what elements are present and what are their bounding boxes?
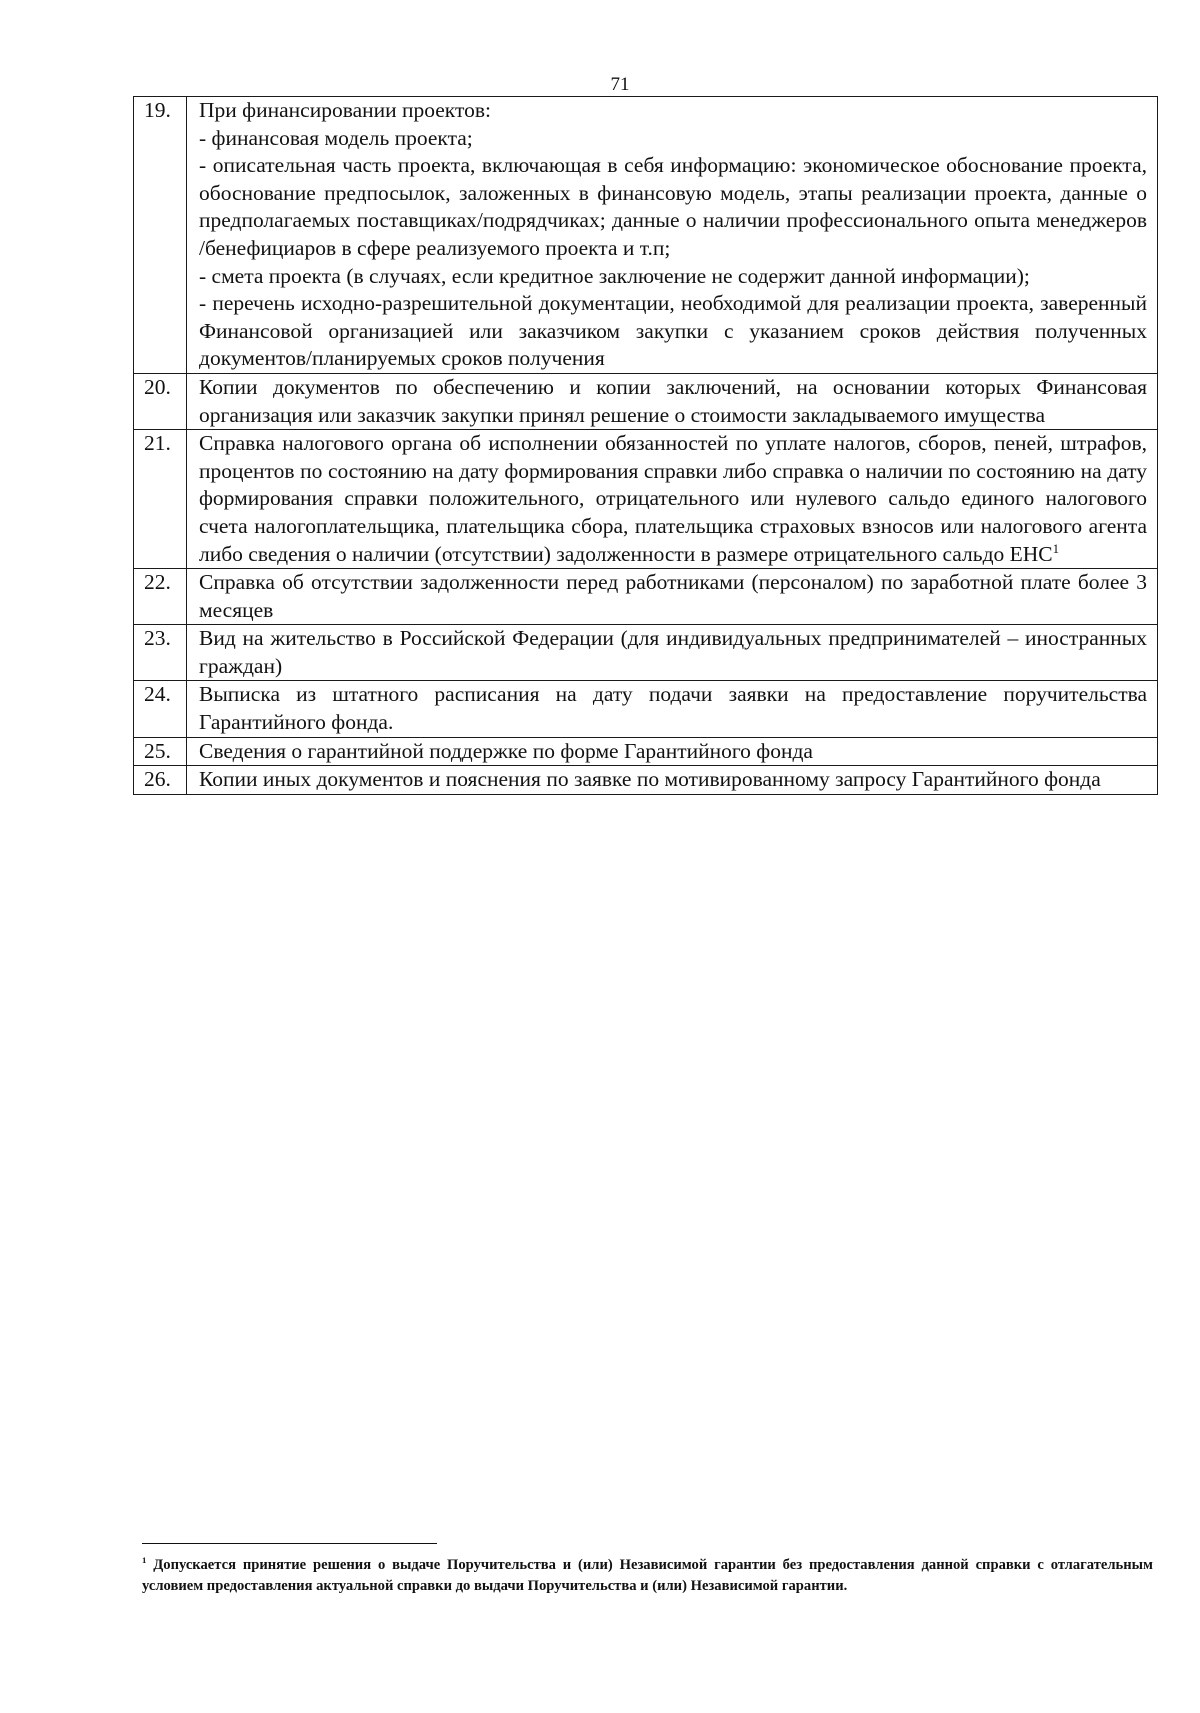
row-paragraph: - описательная часть проекта, включающая в себя информацию: экономическое обоснование проекта, обоснование предпосылок, заложенных в финансовую модель, этапы реализации проекта, данные о предполагаемых поставщиках/подрядчиках; данные о наличии профессионального опыта менеджеров /бенефициаров в сфере реализуемого проекта и т.п; [199, 153, 1147, 260]
table-row [134, 97, 1158, 374]
row-content [187, 430, 1158, 569]
row-number: 21. [134, 430, 187, 569]
table-row [134, 625, 1158, 681]
row-content [187, 569, 1158, 625]
row-number: 19. [134, 97, 187, 374]
row-paragraph: - финансовая модель проекта; [199, 125, 473, 150]
footnote [142, 1555, 1153, 1597]
footnote-text: Допускается принятие решения о выдаче Поручительства и (или) Независимой гарантии без предоставления данной справки с отлагательным условием предоставления актуальной справки до выдачи Поручительства и (или) Независимой гарантии. [142, 1557, 1153, 1594]
row-content [187, 681, 1158, 737]
row-paragraph: - смета проекта (в случаях, если кредитное заключение не содержит данной информации); [199, 263, 1030, 288]
footnote-ref: 1 [1052, 541, 1060, 556]
documents-table [133, 96, 1158, 795]
row-paragraph: - перечень исходно-разрешительной документации, необходимой для реализации проекта, заверенный Финансовой организацией или заказчиком закупки с указанием сроков действия полученных документов/планируемых сроков получения [199, 291, 1147, 371]
table-row [134, 430, 1158, 569]
row-text: Справка налогового органа об исполнении обязанностей по уплате налогов, сборов, пеней, штрафов, процентов по состоянию на дату формирования справки либо справка о наличии по состоянию на дату формирования справки положительного, отрицательного или нулевого сальдо единого налогового счета налогоплательщика, плательщика сбора, плательщика страховых взносов или налогового агента либо сведения о наличии (отсутствии) задолженности в размере отрицательного сальдо ЕНС [199, 431, 1147, 566]
row-paragraph: При финансировании проектов: [199, 98, 491, 122]
page-number: 71 [610, 74, 630, 95]
table-row [134, 569, 1158, 625]
row-content [187, 97, 1158, 374]
row-number: 25. [134, 737, 187, 766]
row-number: 22. [134, 569, 187, 625]
row-text: Вид на жительство в Российской Федерации (для индивидуальных предпринимателей – иностранных граждан) [199, 626, 1147, 678]
footnote-marker: 1 [142, 1555, 147, 1566]
row-content [187, 625, 1158, 681]
row-content [187, 373, 1158, 429]
row-number: 26. [134, 766, 187, 795]
row-content [187, 766, 1158, 795]
row-text: Выписка из штатного расписания на дату подачи заявки на предоставление поручительства Гарантийного фонда. [199, 682, 1147, 735]
row-text: Справка об отсутствии задолженности перед работниками (персоналом) по заработной плате более 3 месяцев [199, 570, 1147, 622]
footnote-separator [142, 1543, 437, 1544]
row-number: 20. [134, 373, 187, 429]
table-row [134, 766, 1158, 795]
row-number: 24. [134, 681, 187, 737]
table-row [134, 737, 1158, 766]
row-text: Копии документов по обеспечению и копии заключений, на основании которых Финансовая организация или заказчик закупки принял решение о стоимости закладываемого имущества [199, 374, 1147, 427]
row-text: Копии иных документов и пояснения по заявке по мотивированному запросу Гарантийного фонда [199, 767, 1101, 792]
row-content [187, 737, 1158, 766]
table-row [134, 681, 1158, 737]
table-row [134, 373, 1158, 429]
row-number: 23. [134, 625, 187, 681]
row-text-with-footnote [199, 430, 1147, 568]
row-text: Сведения о гарантийной поддержке по форме Гарантийного фонда [199, 738, 813, 763]
